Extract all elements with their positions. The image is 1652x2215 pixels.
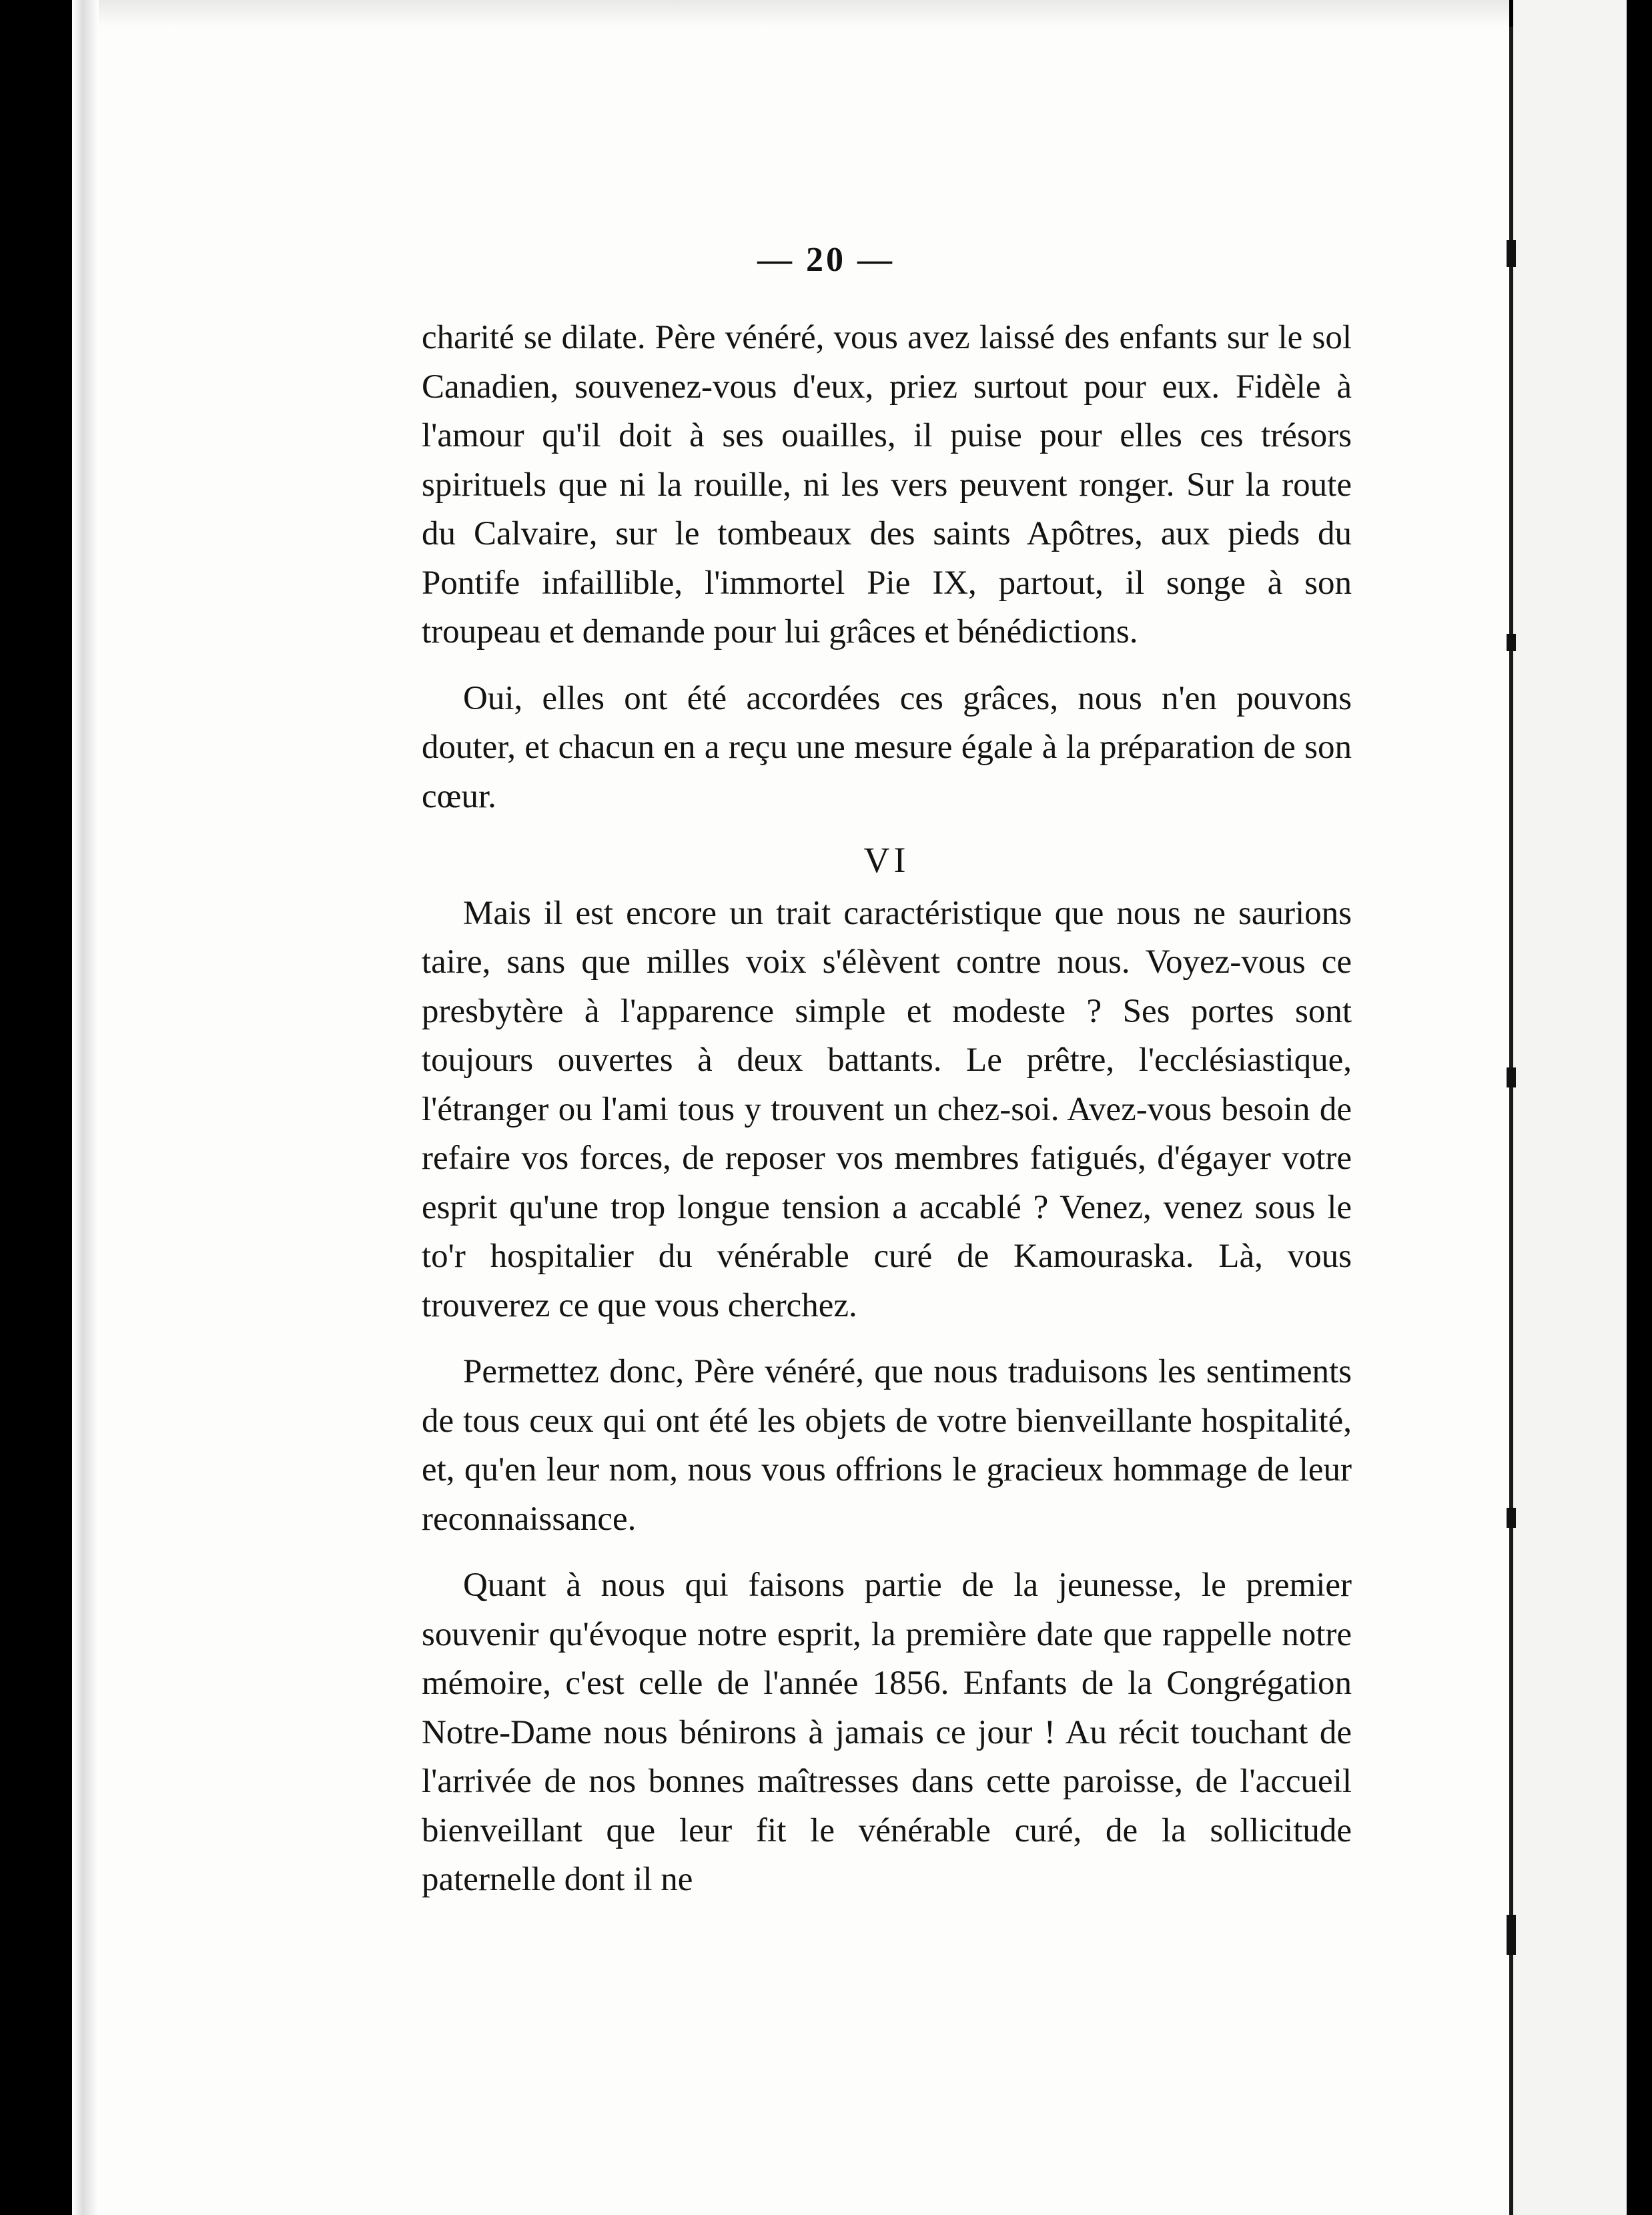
edge-mark <box>1507 1508 1516 1528</box>
page-left-edge <box>72 0 99 2215</box>
body-text <box>422 314 1352 1905</box>
page-top-shadow <box>99 0 1509 27</box>
page-number: — 20 — <box>757 241 895 279</box>
paragraph: Mais il est encore un trait caractéristique que nous ne saurions taire, sans que milles voix s'élèvent contre nous. Voyez-vous ce presbytère à l'apparence simple et modeste ? Ses portes sont toujours ouvertes à deux battants. Le prêtre, l'ecclésiastique, l'étranger ou l'ami tous y trouvent un chez-soi. Avez-vous besoin de refaire vos forces, de reposer vos membres fatigués, d'égayer votre esprit qu'une trop longue tension a accablé ? Venez, venez sous le to'r hospitalier du vénérable curé de Kamouraska. Là, vous trouverez ce que vous cherchez. <box>422 894 1352 1324</box>
paragraph: Permettez donc, Père vénéré, que nous traduisons les sentiments de tous ceux qui ont été les objets de votre bienveillante hospitalité, et, qu'en leur nom, nous vous offrions le gracieux hommage de leur reconnaissance. <box>422 1353 1352 1538</box>
paragraph: Quant à nous qui faisons partie de la jeunesse, le premier souvenir qu'évoque notre esprit, la première date que rappelle notre mémoire, c'est celle de l'année 1856. Enfants de la Congrégation Notre-Dame nous bénirons à jamais ce jour ! Au récit touchant de l'arrivée de nos bonnes maîtresses dans cette paroisse, de l'accueil bienveillant que leur fit le vénérable curé, de la sollicitude paternelle dont il ne <box>422 1567 1352 1898</box>
edge-mark <box>1507 634 1516 651</box>
next-page-strip <box>1513 0 1627 2215</box>
edge-mark <box>1507 1915 1516 1955</box>
paragraph: charité se dilate. Père vénéré, vous avez laissé des enfants sur le sol Canadien, souvenez-vous d'eux, priez surtout pour eux. Fidèle à l'amour qu'il doit à ses ouailles, il puise pour elles ces trésors spirituels que ni la rouille, ni les vers peuvent ronger. Sur la route du Calvaire, sur le tombeaux des saints Apôtres, aux pieds du Pontife infaillible, l'immortel Pie IX, partout, il songe à son troupeau et demande pour lui grâces et bénédictions. <box>422 319 1352 650</box>
edge-mark <box>1507 1067 1516 1087</box>
paragraph: Oui, elles ont été accordées ces grâces, nous n'en pouvons douter, et chacun en a reçu une mesure égale à la préparation de son cœur. <box>422 679 1352 815</box>
section-heading: VI <box>863 840 910 880</box>
